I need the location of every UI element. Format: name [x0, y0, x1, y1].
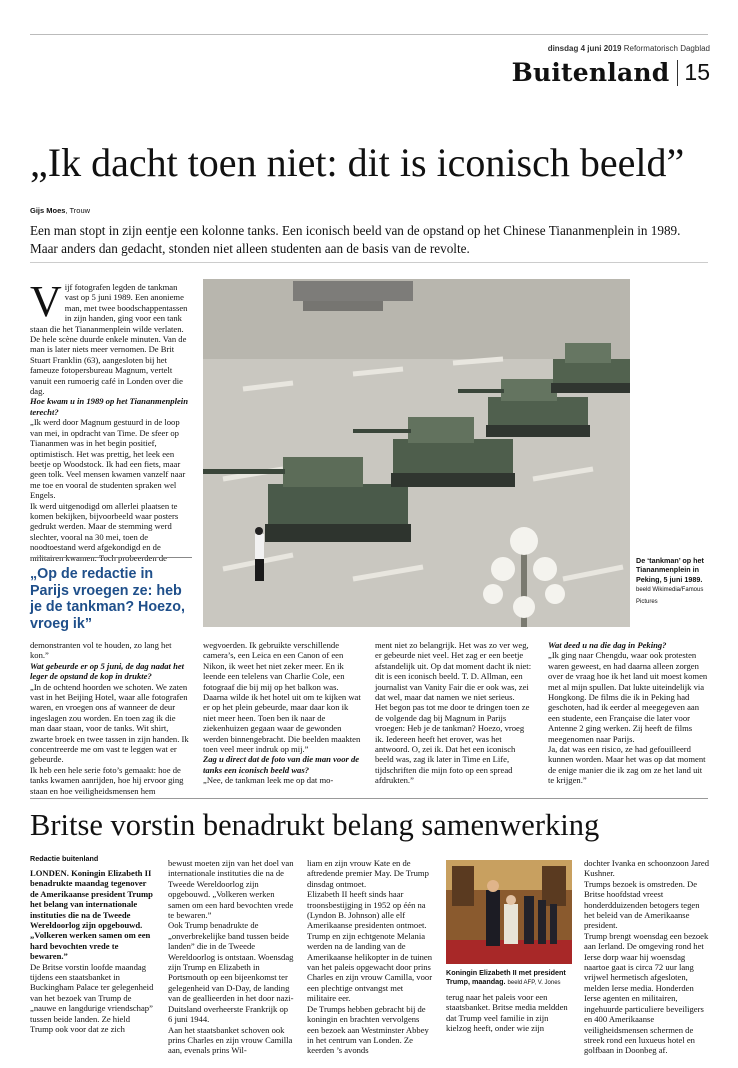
drop-cap: V — [30, 277, 62, 326]
article-column-2 — [203, 640, 363, 790]
lead-rule — [30, 262, 708, 263]
article2-column-2 — [168, 858, 294, 1064]
pull-quote: „Op de redactie in Parijs vroegen ze: heb je de tankman? Hoezo, vroeg ik” — [30, 566, 185, 632]
paragraph: „In de ochtend hoorden we schoten. We zaten vast in het Beijing Hotel, waar alle fotografen waren, en vroegen ons af wanneer de deur ingeslagen zou worden. En toen zag ik die man daar staan, voor de tanks. Wit shirt, zwarte broek en twee tassen in zijn handen. Ik concentreerde me om vast te leggen wat er gebeurde. — [30, 681, 189, 765]
paragraph: Trump brengt woensdag een bezoek aan Ierland. De omgeving rond het Ierse dorp waar hij woensdag naartoe gaat is circa 72 uur lang vrijwel hermetisch afgesloten, melden Ierse media. Honderden Ierse agenten en militairen, ingehuurde particuliere beveiligers en 400 Amerikaanse veiligheidsmensen schermen de streek rond een luxueus hotel en golfbaan in Doonbeg af. — [584, 930, 709, 1056]
paragraph: Elizabeth II heeft sinds haar troonsbestijging in 1952 op één na (Lyndon B. Johnson) alle elf Amerikaanse presidenten ontmoet. Trump en zijn echtgenote Melania werden na de landing van de Amerikaanse helikopter in de tuinen van het paleis opgewacht door prins Charles en zijn vrouw Camilla, voor een plechtige ontvangst met militaire eer. — [307, 889, 433, 1004]
interview-question: Hoe kwam u in 1989 op het Tiananmenplein terecht? — [30, 396, 188, 417]
article2-column-1 — [30, 868, 155, 1064]
pullquote-rule — [30, 557, 192, 558]
caption-credit: beeld Wikimedia/Famous Pictures — [636, 587, 704, 605]
paragraph: bewust moeten zijn van het doel van internationale instituties die na de Tweede Wereldoorlog zijn opgebouwd. „Volkeren werken samen om een hard bevochten vrede te bewaren.” — [168, 858, 294, 921]
article2-column-3 — [307, 858, 433, 1064]
paragraph — [30, 277, 192, 397]
paragraph: Daarna wilde ik het hotel uit om te kijken wat er op het plein gebeurde, maar daar kon ik niet meer heen. Toen ben ik naar de ziekenhuizen gegaan waar de gewonden werden binnengebracht. Die beelden maakten toen veel meer indruk op mij.” — [203, 692, 361, 755]
article2-headline: Britse vorstin benadrukt belang samenwerking — [30, 808, 600, 842]
tankman-image — [203, 279, 630, 627]
paragraph: Ik heb een hele serie foto’s gemaakt: hoe de tanks kwamen aanrijden, hoe hij ervoor ging staan en hoe veiligheidsmensen hem — [30, 764, 184, 796]
paper-name: Reformatorisch Dagblad — [623, 44, 710, 53]
section-heading — [512, 58, 710, 87]
article-byline: Gijs Moes, Trouw — [30, 206, 91, 215]
article2-column-5 — [584, 858, 710, 1064]
header-dateline — [548, 44, 710, 53]
article-lead: Een man stopt in zijn eentje een kolonne tanks. Een iconisch beeld van de opstand op het Chinese Tiananmenplein in 1989. Maar anders dan gedacht, stonden niet alleen studenten aan de basis van de revolte. — [30, 223, 681, 256]
paragraph: „Nee, de tankman leek me op dat mo- — [203, 775, 334, 786]
paragraph: terug naar het paleis voor een staatsbanket. Britse media meldden dat Trump veel familie in zijn kielzog heeft, onder wie zijn — [446, 992, 568, 1034]
article-divider — [30, 798, 708, 799]
paragraph: De Trumps hebben gebracht bij de koningin en brachten vervolgens een bezoek aan Westminster Abbey in het centrum van Londen. Ze keerden ’s avonds — [307, 1003, 429, 1056]
source: Trouw — [69, 206, 91, 215]
section-name: Buitenland — [511, 58, 670, 87]
article-column-1-continued — [30, 640, 192, 796]
paragraph-text: ijf fotografen legden de tankman vast op 5 juni 1989. Een anonieme man, met twee boodschappentassen in zijn handen, ging voor een tank staan die het Tiananmenplein wilde verlaten. De hele scène duurde enkele minuten. Van de man is later niets meer vernomen. De Brit Stuart Franklin (63), aangesloten bij het fameuze fotopersbureau Magnum, vertelt vanuit een rumoerig café in Londen over die dag. — [30, 282, 188, 397]
paragraph: Aan het staatsbanket schoven ook prins Charles en zijn vrouw Camilla aan, evenals prins Wil- — [168, 1024, 293, 1056]
paragraph: Het begon pas tot me door te dringen toen ze de volgende dag bij Magnum in Parijs vroegen: Heb je de tankman? Hoezo, vroeg ik. Iedereen heeft het erover, was het antwoord. O, zei ik. Dat het een iconisch beeld was, zag ik later in Time en Life, tijdschriften die mijn foto op een spread afdrukten.” — [375, 702, 530, 786]
paragraph: Ook Trump benadrukte de „onverbrekelijke band tussen beide landen” die in de Tweede Wereldoorlog is ontstaan. Woensdag zijn Trump en Elizabeth in Portsmouth op een bijeenkomst ter gelegenheid van D-Day, de landing van de geallieerden in het door nazi-Duitsland overheerste Frankrijk op 6 juni 1944. — [168, 920, 294, 1025]
caption-text: De ‘tankman’ op het Tiananmenplein in Peking, 5 juni 1989. — [636, 556, 704, 584]
page-number: 15 — [684, 59, 710, 85]
paragraph: dochter Ivanka en schoonzoon Jared Kushner. — [584, 858, 710, 879]
queen-trump-photo — [446, 860, 572, 964]
article-column-4 — [548, 640, 710, 790]
paragraph: Trumps bezoek is omstreden. De Britse hoofdstad vreest honderdduizenden betogers tegen het beleid van de Amerikaanse president. — [584, 878, 700, 931]
author: Gijs Moes — [30, 206, 66, 215]
queen-trump-image — [446, 860, 572, 964]
paragraph: demonstranten vol te houden, zo lang het kon.” — [30, 640, 172, 661]
tankman-figure — [255, 527, 264, 581]
article-column-1 — [30, 277, 192, 554]
interview-question: Zag u direct dat de foto van die man voor de tanks een iconisch beeld was? — [203, 754, 360, 775]
paragraph: liam en zijn vrouw Kate en de aftredende premier May. De Trump dinsdag ontmoet. — [307, 858, 429, 889]
article-column-3 — [375, 640, 535, 790]
section-separator — [677, 60, 678, 86]
article2-caption-text: Koningin Elizabeth II met president Trump, maandag. — [446, 968, 566, 987]
top-rule — [30, 34, 708, 35]
paragraph: wegvoerden. Ik gebruikte verschillende camera’s, een Leica en een Canon of een Nikon, ik weet het niet zeker meer. En ik leende een telelens van Charlie Cole, een fotograaf die bij mij op het balkon was. — [203, 640, 345, 692]
article2-caption-credit: beeld AFP, V. Jones — [507, 980, 561, 987]
date: dinsdag 4 juni 2019 — [547, 44, 622, 53]
paragraph: Ja, dat was een risico, ze had gefouilleerd kunnen worden. Maar het was op dat moment de enige manier die ik zag om ze het land uit te krijgen.” — [548, 744, 706, 786]
paragraph: „Ik werd door Magnum gestuurd in de loop van mei, in opdracht van Time. De sfeer op Tiananmen was in het begin positief, optimistisch. Het was prettig, het leek een beetje op Woodstock. Ik had een fiets, maar geen tolk. Veel mensen kwamen vanzelf naar me toe en vooral de studenten spraken wel Engels. — [30, 417, 186, 501]
paragraph: „Ik ging naar Chengdu, waar ook protesten waren geweest, en had daarna alleen zorgen over de vraag hoe ik het land uit moest komen met al mijn spullen. Dat lukte uiteindelijk via Hongkong. De films die ik in Peking had geschoten, had ik eerder al meegegeven aan een studente, een Française die later voor Antenne 2 ging werken. Zij heeft de films meegenomen naar Parijs. — [548, 650, 708, 744]
interview-question: Wat gebeurde er op 5 juni, de dag nadat het leger de opstand de kop in drukte? — [30, 660, 185, 682]
article2-column-4 — [446, 992, 572, 1064]
paragraph: ment niet zo belangrijk. Het was zo ver weg, er gebeurde niet veel. Het zag er een beetje afstandelijk uit. Op dat moment dacht ik niet: dit is een iconisch beeld. T. D. Allman, een journalist van Vanity Fair die er ook was, zei dat wel, maar dat namen we niet serieus. — [375, 640, 532, 703]
paragraph: De Britse vorstin loofde maandag tijdens een staatsbanket in Buckingham Palace ter gelegenheid van het bezoek van Trump de „nauwe en langdurige vriendschap” tussen beide landen. Ze hield Trump ook voor dat ze zich — [30, 961, 154, 1035]
article2-byline: Redactie buitenland — [30, 854, 99, 863]
article-headline: „Ik dacht toen niet: dit is iconisch beeld” — [30, 140, 685, 185]
article2-photo-caption — [446, 968, 574, 989]
interview-question: Wat deed u na die dag in Peking? — [548, 640, 667, 650]
photo-caption — [636, 556, 710, 607]
paragraph: Ik werd uitgenodigd om allerlei plaatsen te komen bekijken, bijvoorbeeld waar posters gedrukt werden. Maar de stemming werd slechter, vooral na 30 mei, toen de noodtoestand werd afgekondigd en de — [30, 500, 179, 553]
tankman-photo — [203, 279, 630, 627]
article-intro: LONDEN. Koningin Elizabeth II benadrukte maandag tegenover de Amerikaanse president Trump het belang van internationale instituties die na de Tweede Wereldoorlog zijn opgebouwd. „Volkeren werken samen om een hard bevochten vrede te bewaren.” — [30, 868, 153, 962]
